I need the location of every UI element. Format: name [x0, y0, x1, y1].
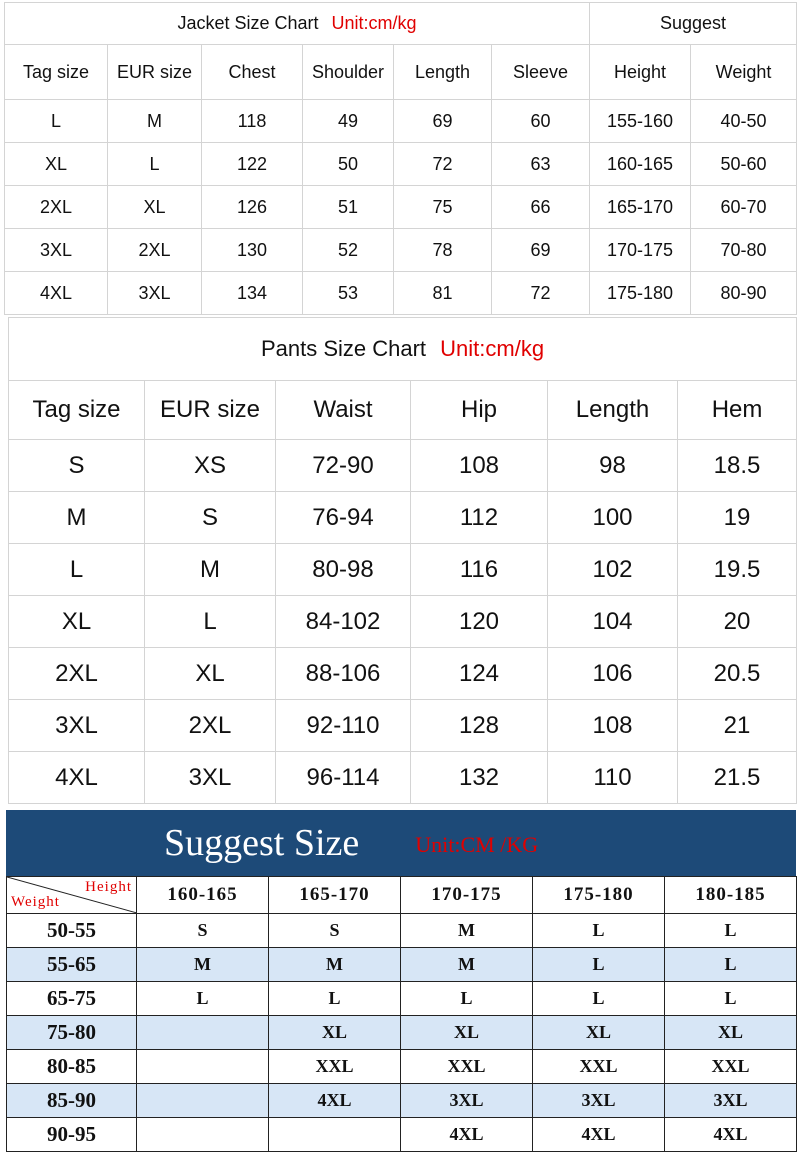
size-cell	[137, 1050, 269, 1084]
size-cell: 3XL	[665, 1084, 797, 1118]
table-cell: 76-94	[276, 492, 411, 544]
size-cell	[269, 1118, 401, 1152]
table-cell: 53	[303, 272, 394, 315]
table-cell: M	[9, 492, 145, 544]
suggest-size-table	[6, 876, 797, 1152]
table-cell: 75	[394, 186, 492, 229]
table-cell: 66	[492, 186, 590, 229]
pants-title: Pants Size Chart	[260, 336, 427, 361]
pants-header: Tag size	[9, 381, 145, 440]
table-row	[7, 1118, 797, 1152]
table-cell: 51	[303, 186, 394, 229]
table-row	[7, 1016, 797, 1050]
table-cell: 84-102	[276, 596, 411, 648]
size-cell: 4XL	[269, 1084, 401, 1118]
jacket-header: Tag size	[5, 45, 108, 100]
table-row	[7, 1050, 797, 1084]
table-row	[5, 143, 797, 186]
size-cell: L	[665, 982, 797, 1016]
weight-cell: 90-95	[7, 1118, 137, 1152]
corner-weight-label: Weight	[11, 894, 60, 910]
table-cell: 72	[394, 143, 492, 186]
size-cell: XXL	[665, 1050, 797, 1084]
table-cell: 124	[411, 648, 548, 700]
table-cell: 70-80	[691, 229, 797, 272]
size-cell: L	[137, 982, 269, 1016]
table-cell: 175-180	[590, 272, 691, 315]
jacket-suggest-title: Suggest	[590, 3, 797, 45]
table-cell: 118	[202, 100, 303, 143]
pants-header: Hip	[411, 381, 548, 440]
suggest-size-title: Suggest Size	[164, 822, 360, 864]
size-cell	[137, 1016, 269, 1050]
pants-title-cell	[9, 318, 797, 381]
table-cell: 98	[548, 440, 678, 492]
table-row	[9, 596, 797, 648]
height-header: 170-175	[401, 877, 533, 914]
table-cell: 21.5	[678, 752, 797, 804]
suggest-size-banner	[6, 810, 796, 876]
pants-unit: Unit:cm/kg	[440, 336, 545, 361]
table-cell: 108	[411, 440, 548, 492]
table-cell: 49	[303, 100, 394, 143]
table-cell: 134	[202, 272, 303, 315]
table-cell: M	[108, 100, 202, 143]
table-cell: 60-70	[691, 186, 797, 229]
height-header: 180-185	[665, 877, 797, 914]
weight-cell: 55-65	[7, 948, 137, 982]
pants-header: EUR size	[145, 381, 276, 440]
table-cell: 110	[548, 752, 678, 804]
table-cell: 21	[678, 700, 797, 752]
size-cell: L	[533, 982, 665, 1016]
table-cell: 80-98	[276, 544, 411, 596]
table-cell: 81	[394, 272, 492, 315]
height-header: 165-170	[269, 877, 401, 914]
weight-cell: 65-75	[7, 982, 137, 1016]
table-row	[7, 948, 797, 982]
size-cell: XXL	[401, 1050, 533, 1084]
table-cell: 104	[548, 596, 678, 648]
table-cell: M	[145, 544, 276, 596]
table-cell: S	[145, 492, 276, 544]
jacket-header: Length	[394, 45, 492, 100]
jacket-header-row	[5, 45, 797, 100]
pants-header: Hem	[678, 381, 797, 440]
table-row	[7, 914, 797, 948]
table-cell: 3XL	[145, 752, 276, 804]
size-cell: 4XL	[665, 1118, 797, 1152]
table-cell: 69	[394, 100, 492, 143]
height-header: 175-180	[533, 877, 665, 914]
jacket-header: Chest	[202, 45, 303, 100]
size-cell: L	[533, 948, 665, 982]
table-cell: 128	[411, 700, 548, 752]
size-cell: M	[269, 948, 401, 982]
pants-title-row	[9, 318, 797, 381]
table-row	[9, 492, 797, 544]
jacket-size-table	[4, 2, 797, 315]
table-cell: 92-110	[276, 700, 411, 752]
table-cell: XS	[145, 440, 276, 492]
table-cell: 160-165	[590, 143, 691, 186]
table-cell: 155-160	[590, 100, 691, 143]
table-cell: 72-90	[276, 440, 411, 492]
table-cell: 2XL	[108, 229, 202, 272]
table-cell: XL	[145, 648, 276, 700]
size-cell: L	[665, 914, 797, 948]
size-cell: S	[269, 914, 401, 948]
jacket-header: Shoulder	[303, 45, 394, 100]
table-cell: 2XL	[145, 700, 276, 752]
size-cell: L	[401, 982, 533, 1016]
table-cell: L	[9, 544, 145, 596]
suggest-header-row	[7, 877, 797, 914]
table-cell: 106	[548, 648, 678, 700]
table-cell: S	[9, 440, 145, 492]
corner-cell	[7, 877, 137, 914]
size-cell: L	[533, 914, 665, 948]
pants-header: Waist	[276, 381, 411, 440]
table-cell: 3XL	[108, 272, 202, 315]
table-row	[7, 982, 797, 1016]
size-cell: L	[269, 982, 401, 1016]
table-cell: 52	[303, 229, 394, 272]
size-cell: XXL	[269, 1050, 401, 1084]
table-cell: 50	[303, 143, 394, 186]
table-cell: 63	[492, 143, 590, 186]
weight-cell: 50-55	[7, 914, 137, 948]
table-cell: 60	[492, 100, 590, 143]
size-cell: S	[137, 914, 269, 948]
jacket-header: Sleeve	[492, 45, 590, 100]
jacket-title-cell	[5, 3, 590, 45]
table-cell: 19.5	[678, 544, 797, 596]
table-cell: 2XL	[9, 648, 145, 700]
suggest-size-unit: Unit:CM /KG	[415, 832, 539, 857]
table-cell: 120	[411, 596, 548, 648]
jacket-unit: Unit:cm/kg	[331, 13, 417, 33]
size-cell: M	[401, 948, 533, 982]
table-cell: 116	[411, 544, 548, 596]
table-cell: 102	[548, 544, 678, 596]
table-cell: 4XL	[9, 752, 145, 804]
size-cell: 3XL	[401, 1084, 533, 1118]
pants-size-table	[8, 317, 797, 804]
jacket-title: Jacket Size Chart	[177, 13, 319, 33]
table-row	[5, 229, 797, 272]
table-cell: 130	[202, 229, 303, 272]
size-cell: XL	[533, 1016, 665, 1050]
table-cell: 18.5	[678, 440, 797, 492]
weight-cell: 85-90	[7, 1084, 137, 1118]
table-cell: 132	[411, 752, 548, 804]
size-cell: 4XL	[533, 1118, 665, 1152]
table-row	[5, 100, 797, 143]
table-row	[9, 544, 797, 596]
table-cell: XL	[5, 143, 108, 186]
table-cell: 20	[678, 596, 797, 648]
weight-cell: 75-80	[7, 1016, 137, 1050]
table-cell: 108	[548, 700, 678, 752]
table-cell: 122	[202, 143, 303, 186]
table-row	[7, 1084, 797, 1118]
table-row	[9, 648, 797, 700]
table-cell: 80-90	[691, 272, 797, 315]
table-cell: 100	[548, 492, 678, 544]
table-cell: 170-175	[590, 229, 691, 272]
table-row	[9, 700, 797, 752]
table-cell: 40-50	[691, 100, 797, 143]
table-cell: L	[5, 100, 108, 143]
jacket-header: Height	[590, 45, 691, 100]
table-cell: L	[145, 596, 276, 648]
height-header: 160-165	[137, 877, 269, 914]
table-row	[9, 440, 797, 492]
jacket-title-row	[5, 3, 797, 45]
corner-height-label: Height	[85, 879, 132, 895]
table-cell: 2XL	[5, 186, 108, 229]
size-cell: XXL	[533, 1050, 665, 1084]
table-cell: XL	[9, 596, 145, 648]
table-cell: 4XL	[5, 272, 108, 315]
table-cell: 96-114	[276, 752, 411, 804]
table-cell: 88-106	[276, 648, 411, 700]
pants-header-row	[9, 381, 797, 440]
table-cell: 72	[492, 272, 590, 315]
table-cell: 3XL	[5, 229, 108, 272]
table-cell: 19	[678, 492, 797, 544]
table-cell: 20.5	[678, 648, 797, 700]
table-cell: 3XL	[9, 700, 145, 752]
size-cell: M	[401, 914, 533, 948]
table-cell: 50-60	[691, 143, 797, 186]
weight-cell: 80-85	[7, 1050, 137, 1084]
table-row	[5, 272, 797, 315]
table-cell: 165-170	[590, 186, 691, 229]
size-cell: XL	[665, 1016, 797, 1050]
size-cell: XL	[401, 1016, 533, 1050]
jacket-header: EUR size	[108, 45, 202, 100]
size-cell	[137, 1084, 269, 1118]
table-row	[5, 186, 797, 229]
table-cell: L	[108, 143, 202, 186]
table-cell: 78	[394, 229, 492, 272]
size-cell: XL	[269, 1016, 401, 1050]
size-cell: 3XL	[533, 1084, 665, 1118]
size-cell	[137, 1118, 269, 1152]
table-cell: 126	[202, 186, 303, 229]
table-cell: 112	[411, 492, 548, 544]
table-cell: 69	[492, 229, 590, 272]
size-cell: M	[137, 948, 269, 982]
size-cell: L	[665, 948, 797, 982]
pants-header: Length	[548, 381, 678, 440]
size-cell: 4XL	[401, 1118, 533, 1152]
table-row	[9, 752, 797, 804]
jacket-header: Weight	[691, 45, 797, 100]
table-cell: XL	[108, 186, 202, 229]
